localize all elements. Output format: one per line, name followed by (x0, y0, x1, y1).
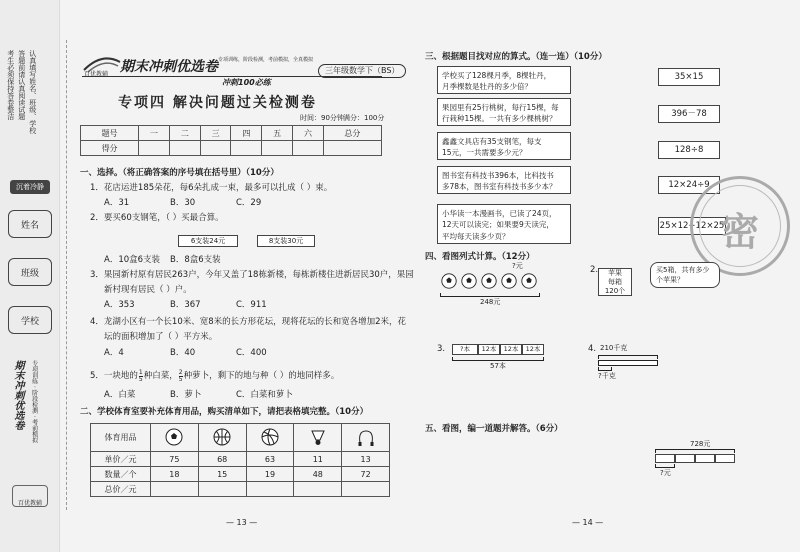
score-input[interactable] (323, 141, 381, 156)
score-table-score-row (81, 141, 382, 156)
problem-card-4 (437, 166, 571, 194)
formula-box-5[interactable]: 25×12÷12×25 (658, 217, 726, 235)
total-input[interactable] (151, 482, 199, 497)
qty-cell: 19 (246, 467, 294, 482)
q5-fraction-1-denominator: 5 (138, 376, 143, 383)
problem-3-line-2: 15元，一共需要多少元？ (442, 148, 527, 158)
s5-segment (695, 454, 715, 463)
section-2-heading: 二、学校体育室要补充体育用品，购买清单如下，请把表格填完整。（10分） (80, 407, 369, 417)
sidebar-badge: 沉着冷静 (10, 180, 50, 194)
q5-text (90, 370, 339, 383)
brand-title: 期末冲刺优选卷 (120, 59, 218, 75)
score-cell: 六 (293, 126, 324, 141)
s5-top-bracket (655, 449, 735, 453)
exam-full-score: 满分：100分 (343, 114, 385, 122)
soccer-ball-icon (440, 272, 458, 290)
problem-2-line-2: 行栽种15棵。一共有多少棵桃树？ (442, 114, 557, 124)
p3-bracket (452, 357, 544, 361)
p4-bottom-label: ?千克 (598, 372, 616, 380)
q5-fraction-2-numerator: 2 (178, 369, 183, 376)
subtitle: 冲刺100必练 (222, 78, 271, 87)
score-cell: 三 (200, 126, 231, 141)
sidebar-note-1: 考生必须保持答卷整洁 (6, 50, 15, 120)
section-3-heading: 三、根据题目找对应的算式。（连一连）（10分） (425, 52, 607, 62)
q4-text-2: 坛的面积增加了（ ）平方米。 (104, 332, 218, 342)
sports-total-row (91, 482, 390, 497)
p4-top-bracket (598, 355, 658, 359)
price-cell: 75 (151, 452, 199, 467)
p2-speech-bubble: 买5箱，共有多少个苹果？ (650, 262, 720, 288)
qty-cell: 15 (198, 467, 246, 482)
total-input[interactable] (246, 482, 294, 497)
problem-5-line-2: 12天可以读完；如果要9天读完， (442, 220, 554, 230)
score-table-header-row (81, 126, 382, 141)
s5-segment (715, 454, 735, 463)
q5-option-c: C．白菜和萝卜 (236, 390, 293, 400)
p4-bottom-bracket (598, 367, 612, 371)
soccer-ball-row (440, 272, 540, 290)
s5-segment (655, 454, 675, 463)
p4-bar (598, 360, 658, 366)
problem-4-line-2: 多78本，图书室有科技书多少本？ (442, 182, 557, 192)
sidebar-note-2: 答题前请认真阅读试题 (17, 50, 26, 120)
q1-option-c: C．29 (236, 198, 262, 208)
qty-label: 数量／个 (91, 467, 151, 482)
apple-box-line-3: 120个 (604, 287, 626, 295)
score-input[interactable] (262, 141, 293, 156)
p3-bottom-label: 57本 (490, 362, 506, 370)
q5-fraction-2 (179, 370, 183, 383)
p3-number: 3. (437, 344, 446, 354)
school-field-label: 学校 (20, 316, 39, 327)
sports-qty-row (91, 467, 390, 482)
page-title: 专项四 解决问题过关检测卷 (118, 95, 317, 111)
q4-text-1: 4．龙湖小区有一个长10米、宽8米的长方形花坛，现将花坛的长和宽各增加2米，花 (90, 317, 407, 327)
q2-pack-6: 6支装24元 (178, 235, 238, 247)
problem-card-2 (437, 98, 571, 126)
score-cell: 总分 (323, 126, 381, 141)
qty-cell: 18 (151, 467, 199, 482)
s5-top-label: 728元 (690, 440, 711, 448)
total-label: 总价／元 (91, 482, 151, 497)
name-field-label: 姓名 (20, 220, 39, 231)
score-table (80, 125, 382, 156)
confidential-stamp (690, 176, 790, 276)
problem-4-1-diagram (440, 262, 550, 312)
problem-1-line-2: 月季棵数是牡丹的多少倍？ (442, 82, 532, 92)
total-input[interactable] (198, 482, 246, 497)
section-4-heading: 四、看图列式计算。（12分） (425, 252, 535, 262)
sidebar-logo-sub: 专项训练 · 阶段检测 · 考前模拟 (30, 360, 38, 444)
score-cell: 得分 (81, 141, 139, 156)
problem-card-5 (437, 204, 571, 244)
p1-top-label: ?元 (512, 262, 523, 270)
problem-card-3 (437, 132, 571, 160)
p1-bracket (440, 293, 540, 297)
price-cell: 63 (246, 452, 294, 467)
p4-number: 4. (588, 344, 597, 354)
p3-cell: 12本 (500, 344, 522, 355)
section-1-heading: 一、选择。（将正确答案的序号填在括号里）（10分） (80, 168, 279, 178)
apple-box (598, 268, 632, 296)
school-field[interactable] (8, 306, 52, 334)
q2-text: 2．要买60支钢笔，（ ）买最合算。 (90, 213, 224, 223)
apple-box-line-2: 每箱 (608, 278, 622, 286)
q1-option-a: A．31 (104, 198, 130, 208)
class-field-label: 班级 (20, 268, 39, 279)
volleyball-icon (246, 424, 294, 452)
p3-bar (452, 344, 544, 355)
score-input[interactable] (293, 141, 324, 156)
header-rule (82, 76, 382, 77)
q5-part-c: 种萝卜，剩下的地与种（ ）的地同样多。 (183, 371, 340, 382)
q5-part-b: 种白菜， (143, 371, 178, 382)
q3-option-a: A．353 (104, 300, 135, 310)
qty-cell: 72 (342, 467, 390, 482)
soccer-ball-icon (460, 272, 478, 290)
sports-header-label: 体育用品 (91, 424, 151, 452)
q5-option-a: A．白菜 (104, 390, 136, 400)
binding-sidebar (0, 0, 60, 552)
sidebar-publisher-text: 百优教辅 (17, 500, 42, 507)
shuttlecock-icon (294, 424, 342, 452)
q5-part-a: 5．一块地的 (90, 371, 138, 382)
q4-option-b: B．40 (170, 348, 196, 358)
name-field[interactable] (8, 210, 52, 238)
exam-time: 时间：90分钟 (300, 114, 344, 122)
formula-box-3[interactable]: 128÷8 (658, 141, 720, 159)
qty-cell: 48 (294, 467, 342, 482)
soccer-ball-icon (480, 272, 498, 290)
score-cell: 一 (139, 126, 170, 141)
s5-bottom-bracket (655, 464, 675, 468)
score-input[interactable] (169, 141, 200, 156)
problem-2-line-1: 果园里有25行桃树，每行15棵，每 (442, 103, 559, 112)
p2-number: 2. (590, 265, 599, 275)
problem-5-line-1: 小华读一本漫画书，已读了24页， (442, 209, 557, 218)
problem-3-line-1: 鑫鑫文具店有35支钢笔，每支 (442, 137, 542, 146)
soccer-ball-icon (520, 272, 538, 290)
q3-text-1: 3．果园新村原有居民263户，今年又盖了18栋新楼，每栋新楼住进新居民30户，果园 (90, 270, 414, 280)
q5-fraction-1 (139, 370, 143, 383)
formula-box-2[interactable]: 396－78 (658, 105, 720, 123)
q2-option-a: A．10盒6支装 (104, 255, 161, 265)
problem-1-line-1: 学校买了128棵月季，8棵牡丹， (442, 71, 552, 80)
q5-fraction-2-denominator: 5 (178, 376, 183, 383)
fold-line (66, 40, 67, 510)
p4-top-label: 210千克 (600, 344, 628, 352)
class-field[interactable] (8, 258, 52, 286)
score-input[interactable] (139, 141, 170, 156)
s5-segment (675, 454, 695, 463)
grade-badge: 三年级数学下（BS） (318, 64, 406, 78)
formula-box-1[interactable]: 35×15 (658, 68, 720, 86)
price-cell: 11 (294, 452, 342, 467)
p1-bottom-label: 248元 (480, 298, 501, 306)
stamp-character: 密 (720, 210, 759, 254)
s5-bar (655, 454, 735, 463)
jump-rope-icon (342, 424, 390, 452)
total-input[interactable] (342, 482, 390, 497)
brand-tagline: 专项训练，阶段检测，考前模拟，全真模拟 (218, 57, 314, 63)
score-cell: 题号 (81, 126, 139, 141)
problem-card-1 (437, 66, 571, 94)
q5-option-b: B．萝卜 (170, 390, 202, 400)
price-cell: 13 (342, 452, 390, 467)
sidebar-logo: 期末冲刺优选卷 (12, 360, 23, 430)
s5-bottom-label: ?元 (660, 469, 671, 477)
score-input[interactable] (200, 141, 231, 156)
q1-option-b: B．30 (170, 198, 196, 208)
p3-cell: 12本 (522, 344, 544, 355)
p3-cell: ?本 (452, 344, 478, 355)
q3-option-c: C．911 (236, 300, 267, 310)
sports-table (90, 423, 390, 497)
score-cell: 二 (169, 126, 200, 141)
q1-text: 1．花店运进185朵花，每6朵扎成一束，最多可以扎成（ ）束。 (90, 183, 333, 193)
q2-option-b: B．8盒6支装 (170, 255, 221, 265)
total-input[interactable] (294, 482, 342, 497)
publisher-name: 百优教辅 (84, 71, 109, 78)
problem-5-line-3: 平均每天读多少页？ (442, 231, 510, 241)
q3-text-2: 新村现有居民（ ）户。 (104, 285, 192, 295)
sidebar-publisher (12, 485, 48, 507)
score-input[interactable] (231, 141, 262, 156)
q4-option-c: C．400 (236, 348, 267, 358)
formula-box-4[interactable]: 12×24÷9 (658, 176, 720, 194)
price-label: 单价／元 (91, 452, 151, 467)
score-cell: 五 (262, 126, 293, 141)
page-number-left: — 13 — (226, 518, 258, 527)
section-5-heading: 五、看图，编一道题并解答。（6分） (425, 424, 563, 434)
q4-option-a: A．4 (104, 348, 124, 358)
q5-fraction-1-numerator: 1 (138, 369, 143, 376)
sports-table-header-row (91, 424, 390, 452)
q2-pack-8: 8支装30元 (257, 235, 315, 247)
basketball-icon (198, 424, 246, 452)
page-number-right: — 14 — (572, 518, 604, 527)
p3-cell: 12本 (478, 344, 500, 355)
apple-box-line-1: 苹果 (608, 269, 622, 277)
soccer-ball-icon (500, 272, 518, 290)
price-cell: 68 (198, 452, 246, 467)
sidebar-note-3: 认真填写姓名、班级、学校 (28, 50, 37, 134)
soccer-ball-icon (151, 424, 199, 452)
problem-4-line-1: 图书室有科技书396本，比科技书 (442, 171, 554, 180)
score-cell: 四 (231, 126, 262, 141)
sports-price-row (91, 452, 390, 467)
q3-option-b: B．367 (170, 300, 201, 310)
